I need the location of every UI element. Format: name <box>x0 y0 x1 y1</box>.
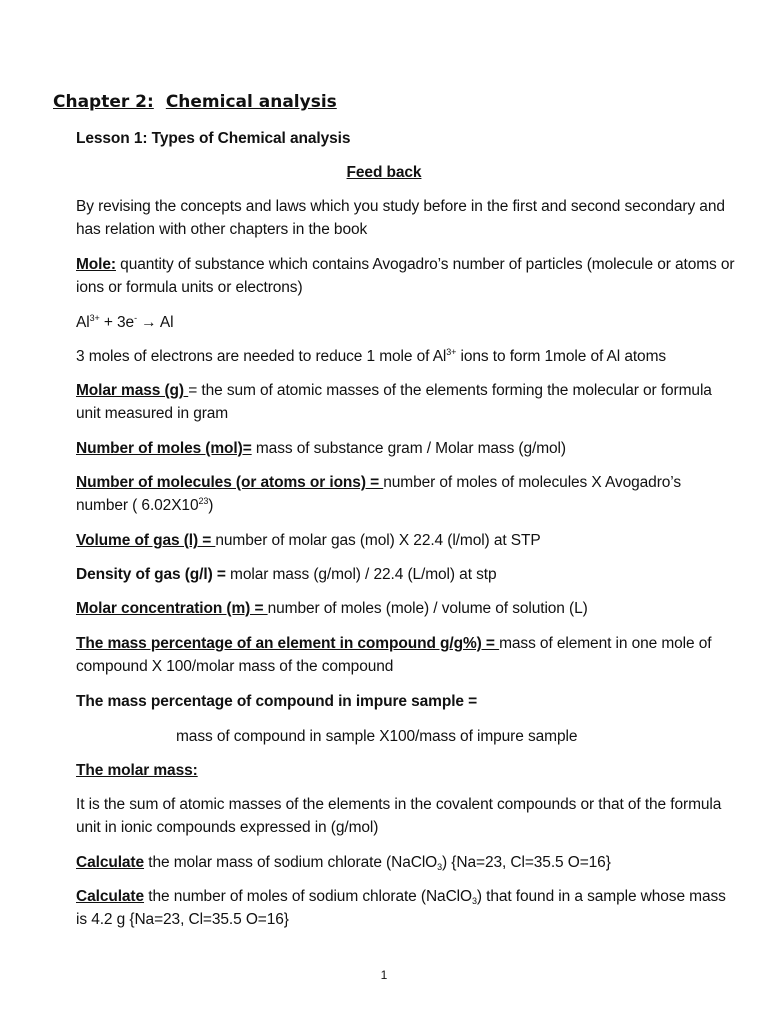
electrons-statement <box>76 345 736 368</box>
molar-mass-definition <box>76 379 736 425</box>
num-moles-text: mass of substance gram / Molar mass (g/mol) <box>251 440 566 457</box>
molar-concentration-definition <box>76 597 736 620</box>
mole-definition <box>76 253 736 299</box>
num-molecules-term: Number of molecules (or atoms or ions) = <box>76 474 384 491</box>
aluminium-equation <box>76 311 736 334</box>
mass-percentage-compound-heading: The mass percentage of compound in impure sample = <box>76 693 478 710</box>
mass-percentage-compound-formula: mass of compound in sample X100/mass of impure sample <box>176 728 578 745</box>
calc2-term: Calculate <box>76 888 145 905</box>
eq-charge: 3+ <box>89 313 100 323</box>
lesson-heading: Lesson 1: Types of Chemical analysis <box>76 130 351 147</box>
calc1-text-1: the molar mass of sodium chlorate (NaClO <box>144 854 438 871</box>
molar-conc-text: number of moles (mole) / volume of solution (L) <box>267 600 588 617</box>
chapter-label: Chapter 2: <box>53 92 154 112</box>
page-number: 1 <box>380 968 388 982</box>
intro-paragraph: By revising the concepts and laws which you study before in the first and second secondary and has relation with other chapters in the book <box>76 198 725 238</box>
feedback-heading: Feed back <box>346 164 422 181</box>
molar-mass-section-definition: It is the sum of atomic masses of the elements in the covalent compounds or that of the formula unit in ionic compounds expressed in (g/mol) <box>76 796 722 836</box>
calc1-text-2: ) {Na=23, Cl=35.5 O=16} <box>442 854 611 871</box>
calc2-text-2: ) that found in a sample whose mass is 4.2 g {Na=23, Cl=35.5 O=16} <box>76 888 726 928</box>
number-of-molecules-definition <box>76 471 736 517</box>
mass-pct-element-text: mass of element in one mole of compound X 100/molar mass of the compound <box>76 635 712 675</box>
mass-pct-element-term: The mass percentage of an element in compound g/g%) = <box>76 635 500 652</box>
eq-al: Al <box>76 314 90 331</box>
molar-mass-text: = the sum of atomic masses of the elements forming the molecular or formula unit measured in gram <box>76 382 712 422</box>
mole-term: Mole: <box>76 256 116 273</box>
calc2-text-1: the number of moles of sodium chlorate (NaClO <box>144 888 472 905</box>
molar-mass-section-heading: The molar mass: <box>76 762 198 779</box>
number-of-moles-definition <box>76 437 736 460</box>
electrons-text-1: 3 moles of electrons are needed to reduce 1 mole of Al <box>76 348 447 365</box>
density-of-gas-definition <box>76 563 736 586</box>
calculate-question-1 <box>76 851 736 874</box>
chapter-title: Chemical analysis <box>165 92 337 112</box>
density-gas-term: Density of gas (g/l) = <box>76 566 226 583</box>
num-molecules-text: number of moles of molecules X Avogadro’s number ( 6.02X10 <box>76 474 681 514</box>
mole-text: quantity of substance which contains Avogadro’s number of particles (molecule or atoms or ions or formula units or electrons) <box>76 256 735 296</box>
electrons-text-2: ions to form 1mole of Al atoms <box>456 348 667 365</box>
chapter-heading <box>53 92 337 112</box>
volume-of-gas-definition <box>76 529 736 552</box>
num-molecules-close: ) <box>208 497 214 514</box>
num-moles-term: Number of moles (mol)= <box>76 440 252 457</box>
eq-plus: + 3e <box>99 314 135 331</box>
calc1-subscript: 3 <box>437 862 443 872</box>
volume-gas-text: number of molar gas (mol) X 22.4 (l/mol) at STP <box>215 532 541 549</box>
molar-mass-term: Molar mass (g) <box>76 382 189 399</box>
eq-product: → Al <box>136 314 174 331</box>
eq-electron: - <box>134 313 137 323</box>
electrons-charge: 3+ <box>446 347 457 357</box>
calc1-term: Calculate <box>76 854 145 871</box>
calc2-subscript: 3 <box>471 896 477 906</box>
molar-conc-term: Molar concentration (m) = <box>76 600 268 617</box>
mass-percentage-element-definition <box>76 632 736 678</box>
avogadro-exponent: 23 <box>198 496 209 506</box>
volume-gas-term: Volume of gas (l) = <box>76 532 216 549</box>
calculate-question-2 <box>76 885 736 931</box>
density-gas-text: molar mass (g/mol) / 22.4 (L/mol) at stp <box>225 566 497 583</box>
